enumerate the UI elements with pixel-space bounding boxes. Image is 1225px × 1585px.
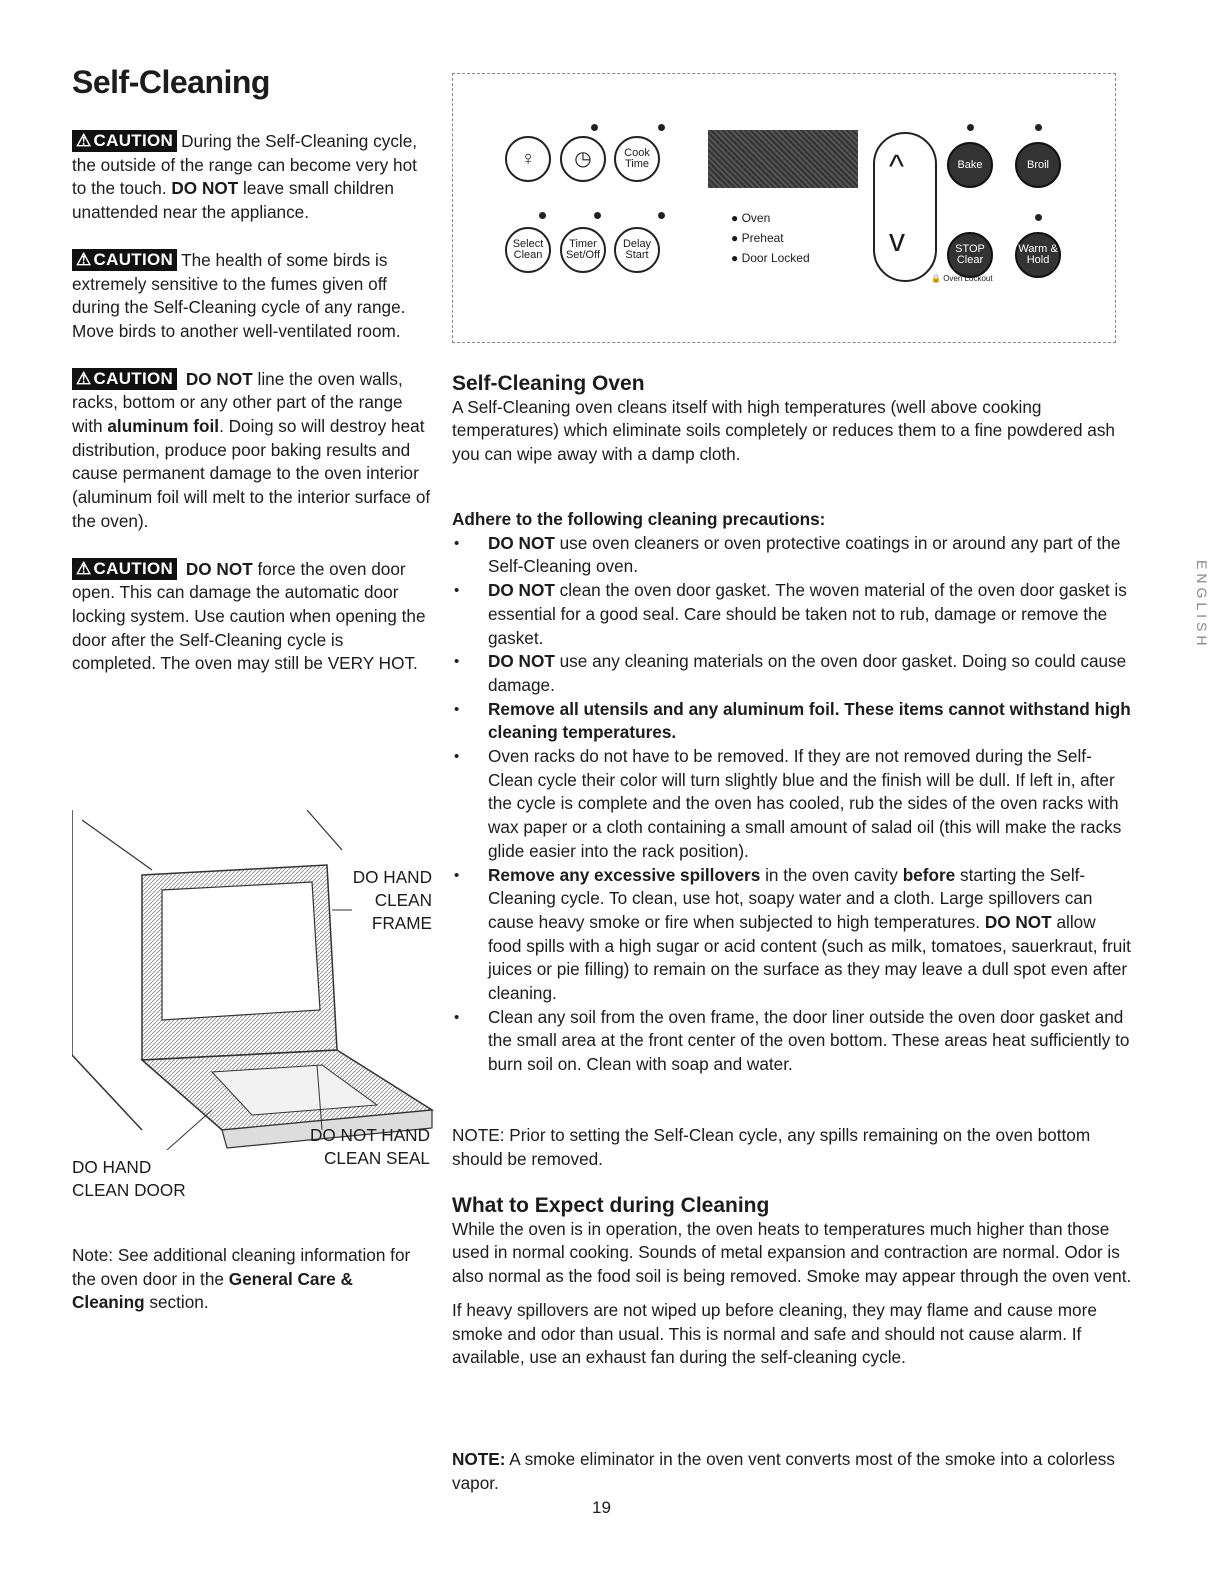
page-title: Self-Cleaning — [72, 64, 270, 100]
section-heading-oven: Self-Cleaning Oven — [452, 372, 645, 395]
lock-icon: 🔒 — [931, 274, 941, 283]
list-item: • Remove any excessive spillovers in the oven cavity before starting the Self-Cleaning cycle. To clean, use hot, soapy water and a cloth. Large spillovers can cause heavy smoke or fire when subjected to high temperatures. DO NOT allow food spills with a high sugar or acid content (such as milk, tomatoes, sauerkraut, fruit juices or pie filling) to remain on the surface as they may leave a dull spot even after cleaning. — [452, 864, 1132, 1006]
caution-4: ⚠ CAUTION DO NOT force the oven door open. This can damage the automatic door locking system. Use caution when opening the door after the Self-Cleaning cycle is completed. The oven may still be VERY HOT. — [72, 558, 426, 674]
expect-paragraph-1: While the oven is in operation, the oven heats to temperatures much higher than those used in normal cooking. Sounds of metal expansion and contraction are normal. Odor is also normal as the food soil is being removed. Smoke may appear through the oven vent. — [452, 1218, 1132, 1287]
cook-time-button[interactable]: Cook Time — [614, 136, 660, 182]
note-spills: NOTE: Prior to setting the Self-Clean cycle, any spills remaining on the oven bottom should be removed. — [452, 1125, 1091, 1169]
warning-triangle-icon: ⚠ — [76, 131, 92, 150]
caution-badge: ⚠ CAUTION — [72, 368, 177, 390]
list-item: • Oven racks do not have to be removed. If they are not removed during the Self-Clean cycle their color will turn slightly blue and the finish will be dull. If left in, after the cycle is complete and the oven has cooled, rub the sides of the oven racks with wax paper or a cloth containing a small amount of salad oil (this will make the racks glide easier into the rack position). — [452, 745, 1132, 864]
arrow-keys — [873, 132, 937, 282]
up-arrow-button[interactable]: ^ — [889, 148, 905, 184]
caution-badge: ⚠ CAUTION — [72, 558, 177, 580]
caution-1: ⚠ CAUTION During the Self-Cleaning cycle, the outside of the range can become very hot to the touch. DO NOT leave small children unattended near the appliance. — [72, 131, 418, 223]
stop-clear-button[interactable]: STOP Clear — [947, 232, 993, 278]
delay-start-button[interactable]: Delay Start — [614, 227, 660, 273]
precautions-list — [452, 532, 1132, 1077]
caution-2: ⚠ CAUTION The health of some birds is extremely sensitive to the fumes given off during the Self-Cleaning cycle of any range. Move birds to another well-ventilated room. — [72, 249, 406, 341]
precautions-section — [452, 508, 1132, 1077]
label-do-not-clean-seal: DO NOT HAND CLEAN SEAL — [309, 1125, 430, 1168]
list-item: • DO NOT clean the oven door gasket. The woven material of the oven door gasket is essential for a good seal. Care should be taken not to rub, damage or remove the gasket. — [452, 579, 1132, 650]
list-item: • Clean any soil from the oven frame, the door liner outside the oven door gasket and the small area at the front center of the oven bottom. These areas heat sufficiently to burn soil on. Clean with soap and water. — [452, 1006, 1132, 1077]
label-hand-clean-door: DO HAND CLEAN DOOR — [72, 1157, 186, 1200]
oven-paragraph: A Self-Cleaning oven cleans itself with high temperatures (well above cooking temperatures) which eliminate soils completely or reduces them to a fine powdered ash you can wipe away with a damp cloth. — [452, 396, 1115, 465]
indicator-door-locked: ● Door Locked — [731, 251, 810, 265]
caution-badge: ⚠ CAUTION — [72, 249, 177, 271]
warning-triangle-icon: ⚠ — [76, 558, 92, 578]
clock-icon: ◷ — [574, 147, 592, 170]
control-panel — [452, 73, 1116, 343]
digital-display — [708, 130, 858, 188]
bulb-button[interactable] — [505, 136, 551, 182]
indicator-oven: ● Oven — [731, 211, 771, 225]
self-cleaning-oven-section — [452, 372, 1132, 467]
expect-section — [452, 1194, 1132, 1370]
caution-3: ⚠ CAUTION DO NOT line the oven walls, racks, bottom or any other part of the range with aluminum foil. Doing so will destroy heat distribution, produce poor baking results and cause permanent damage to the oven interior (aluminum foil will melt to the interior surface of the oven). — [72, 368, 431, 531]
section-heading-expect: What to Expect during Cleaning — [452, 1194, 770, 1217]
oven-door-figure — [72, 810, 437, 1150]
page-number: 19 — [592, 1498, 611, 1517]
list-item: • DO NOT use any cleaning materials on the oven door gasket. Doing so could cause damage. — [452, 650, 1132, 697]
list-item: • Remove all utensils and any aluminum foil. These items cannot withstand high cleaning temperatures. — [452, 698, 1132, 745]
list-item: • DO NOT use oven cleaners or oven protective coatings in or around any part of the Self-Cleaning oven. — [452, 532, 1132, 579]
precautions-heading: Adhere to the following cleaning precautions: — [452, 509, 826, 529]
bake-button[interactable]: Bake — [947, 142, 993, 188]
light-bulb-icon: ♀ — [520, 147, 536, 170]
caution-badge: ⚠ CAUTION — [72, 130, 177, 152]
left-column — [72, 130, 432, 700]
broil-button[interactable]: Broil — [1015, 142, 1061, 188]
timer-button[interactable]: Timer Set/Off — [560, 227, 606, 273]
note-general-care: Note: See additional cleaning information for the oven door in the General Care & Cleaning section. — [72, 1245, 411, 1313]
warning-triangle-icon: ⚠ — [76, 368, 92, 388]
down-arrow-button[interactable]: v — [889, 222, 905, 258]
warm-hold-button[interactable]: Warm & Hold — [1015, 232, 1061, 278]
oven-lockout-label: 🔒 Oven Lockout — [931, 274, 993, 283]
indicator-preheat: ● Preheat — [731, 231, 784, 245]
select-clean-button[interactable]: Select Clean — [505, 227, 551, 273]
oven-illustration — [72, 810, 437, 1150]
note-smoke: NOTE: A smoke eliminator in the oven vent converts most of the smoke into a colorless vapor. — [452, 1449, 1115, 1493]
label-hand-clean-frame: DO HAND CLEAN FRAME — [352, 867, 432, 933]
expect-paragraph-2: If heavy spillovers are not wiped up before cleaning, they may flame and cause more smoke and odor than usual. This is normal and safe and should not cause alarm. If available, use an exhaust fan during the self-cleaning cycle. — [452, 1299, 1097, 1368]
clock-button[interactable] — [560, 136, 606, 182]
language-side-tab: ENGLISH — [1194, 560, 1210, 650]
warning-triangle-icon: ⚠ — [76, 249, 92, 269]
